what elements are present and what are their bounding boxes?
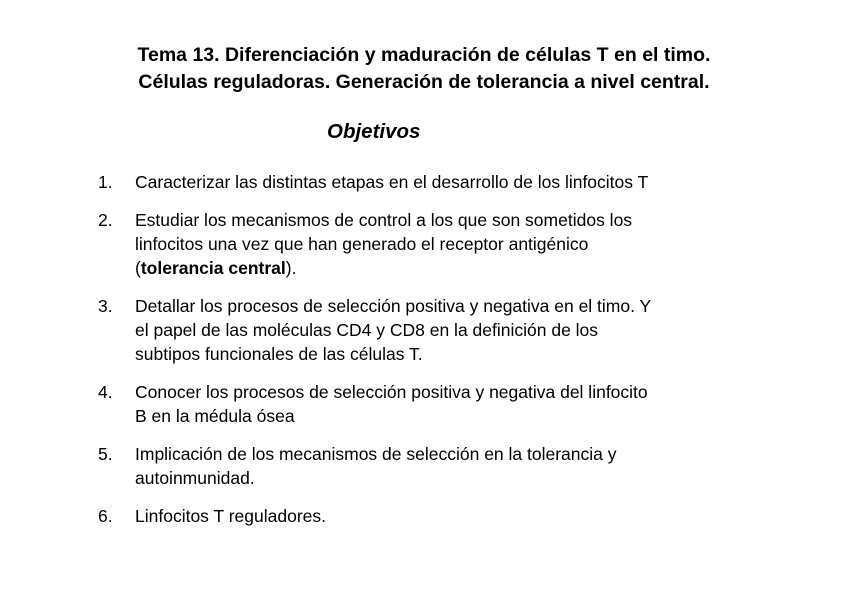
objective-line: autoinmunidad. (135, 468, 255, 488)
objective-item-2 (98, 208, 748, 280)
objective-text (135, 442, 748, 490)
objective-item-1 (98, 170, 748, 194)
objective-line: Detallar los procesos de selección positiva y negativa en el timo. Y (135, 296, 652, 316)
objective-text (135, 208, 748, 280)
objective-number: 2. (98, 210, 113, 230)
objective-line: linfocitos una vez que han generado el receptor antigénico (135, 234, 589, 254)
objective-number: 5. (98, 444, 113, 464)
objective-item-3 (98, 294, 748, 366)
objective-number: 1. (98, 172, 113, 192)
objective-line: subtipos funcionales de las células T. (135, 344, 423, 364)
objectives-list (98, 170, 748, 542)
objective-text (135, 504, 748, 528)
title-line-1: Tema 13. Diferenciación y maduración de células T en el timo. (137, 44, 711, 66)
section-heading: Objetivos (327, 120, 421, 143)
paren-close: ). (285, 258, 297, 278)
objective-line: Conocer los procesos de selección positiva y negativa del linfocito (135, 382, 648, 402)
objective-text (135, 170, 748, 194)
objective-text (135, 380, 748, 428)
objective-line: Linfocitos T reguladores. (135, 506, 326, 526)
objective-line: el papel de las moléculas CD4 y CD8 en la definición de los (135, 320, 599, 340)
objective-line: Implicación de los mecanismos de selección en la tolerancia y (135, 444, 617, 464)
bold-term: tolerancia central (140, 258, 286, 278)
objective-item-5 (98, 442, 748, 490)
objective-line: B en la médula ósea (135, 406, 295, 426)
objective-text (135, 294, 748, 366)
page-title (0, 42, 848, 96)
objective-line (135, 256, 748, 280)
objective-number: 6. (98, 506, 113, 526)
objective-item-4 (98, 380, 748, 428)
objective-number: 4. (98, 382, 113, 402)
paren-open: ( (135, 258, 141, 278)
objective-line: Caracterizar las distintas etapas en el desarrollo de los linfocitos T (135, 172, 649, 192)
objective-line: Estudiar los mecanismos de control a los que son sometidos los (135, 210, 633, 230)
title-line-2: Células reguladoras. Generación de tolerancia a nivel central. (138, 71, 710, 93)
objective-number: 3. (98, 296, 113, 316)
objective-item-6 (98, 504, 748, 528)
